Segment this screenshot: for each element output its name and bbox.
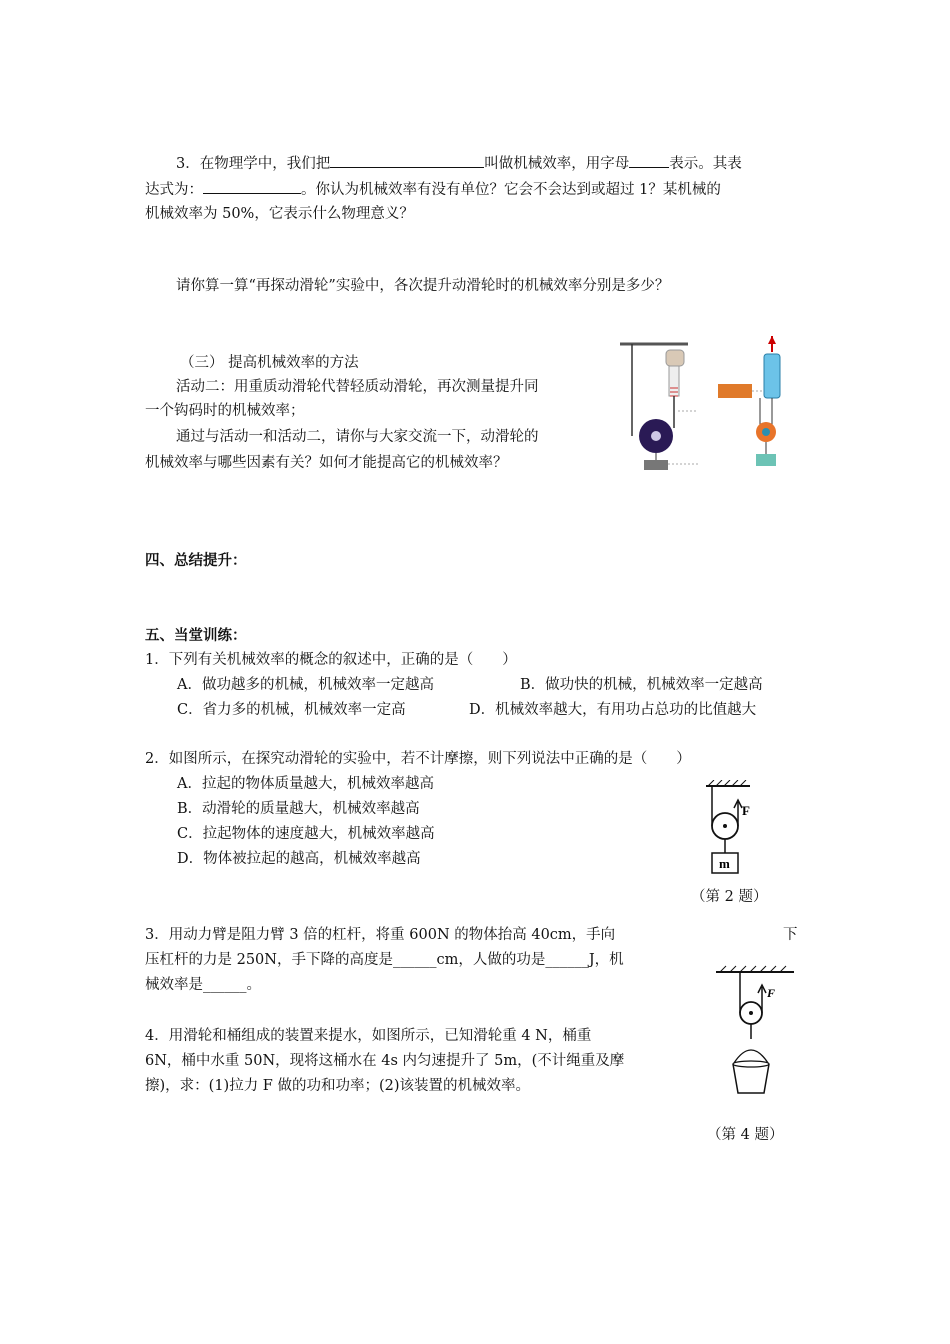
p2-option-a: A．拉起的物体质量越大，机械效率越高 (177, 776, 434, 792)
p1-option-a: A．做功越多的机械，机械效率一定越高 (177, 677, 434, 693)
discussion-line-1: 通过与活动一和活动二，请你与大家交流一下，动滑轮的 (176, 429, 539, 445)
blank-definition[interactable] (330, 152, 484, 168)
q3-text: 3．在物理学中，我们把 (176, 156, 331, 172)
q3-line-1 (176, 152, 742, 174)
force-label: F (767, 986, 776, 1000)
p4-line-3: 擦)，求：(1)拉力 F 做的功和功率；(2)该装置的机械效率。 (145, 1078, 531, 1094)
p1-option-c: C．省力多的机械，机械效率一定高 (177, 702, 406, 718)
p1-option-d: D．机械效率越大，有用功占总功的比值越大 (469, 702, 757, 718)
blank-symbol[interactable] (629, 152, 669, 168)
p2-option-d: D．物体被拉起的越高，机械效率越高 (177, 851, 421, 867)
mass-label: m (719, 856, 730, 871)
p3-line-3: 械效率是______。 (145, 977, 261, 993)
force-label: F (742, 803, 750, 818)
p1-stem: 1．下列有关机械效率的概念的叙述中，正确的是（ ） (145, 652, 517, 668)
p2-stem: 2．如图所示，在探究动滑轮的实验中，若不计摩擦，则下列说法中正确的是（ ） (145, 751, 691, 767)
bucket-pulley-diagram (712, 965, 802, 1105)
p4-line-2: 6N，桶中水重 50N，现将这桶水在 4s 内匀速提升了 5m，(不计绳重及摩 (145, 1053, 625, 1069)
p1-option-b: B．做功快的机械，机械效率一定越高 (520, 677, 763, 693)
q3-text: 达式为： (145, 182, 203, 198)
calc-question: 请你算一算“再探动滑轮”实验中，各次提升动滑轮时的机械效率分别是多少？ (176, 278, 670, 294)
q3-line-3: 机械效率为 50%，它表示什么物理意义？ (145, 206, 414, 222)
method-heading: （三） 提高机械效率的方法 (180, 355, 359, 371)
q3-text: 表示。其表 (669, 156, 742, 172)
movable-pulley-diagram (700, 780, 770, 890)
p2-option-b: B．动滑轮的质量越大，机械效率越高 (177, 801, 420, 817)
pulley-experiment-figure (618, 336, 808, 476)
practice-heading: 五、当堂训练： (145, 628, 247, 644)
p3-line-1-end: 下 (783, 927, 798, 943)
p3-line-1: 3．用动力臂是阻力臂 3 倍的杠杆，将重 600N 的物体抬高 40cm，手向 (145, 927, 616, 943)
activity-two-line-1: 活动二：用重质动滑轮代替轻质动滑轮，再次测量提升同 (176, 379, 539, 395)
q3-text: 。你认为机械效率有没有单位？它会不会达到或超过 1？某机械的 (301, 182, 721, 198)
summary-heading: 四、总结提升： (145, 553, 247, 569)
p4-line-1: 4．用滑轮和桶组成的装置来提水，如图所示，已知滑轮重 4 N，桶重 (145, 1028, 592, 1044)
q3-text: 叫做机械效率，用字母 (484, 156, 630, 172)
figure-4-caption: （第 4 题） (707, 1127, 784, 1143)
p2-option-c: C．拉起物体的速度越大，机械效率越高 (177, 826, 435, 842)
figure-2-caption: （第 2 题） (691, 889, 768, 905)
activity-two-line-2: 一个钩码时的机械效率； (145, 403, 305, 419)
q3-line-2 (145, 178, 721, 200)
p3-line-2: 压杠杆的力是 250N，手下降的高度是______cm，人做的功是______J，机 (145, 952, 624, 968)
discussion-line-2: 机械效率与哪些因素有关？如何才能提高它的机械效率？ (145, 455, 508, 471)
blank-formula[interactable] (203, 178, 301, 194)
